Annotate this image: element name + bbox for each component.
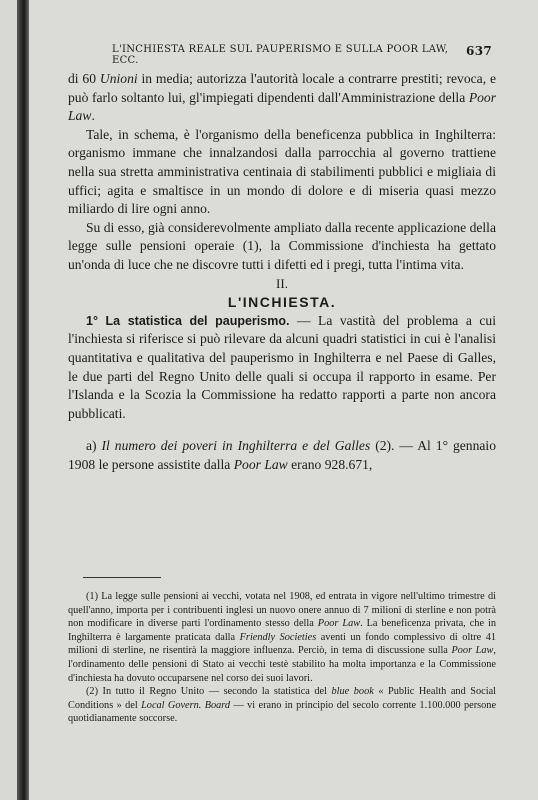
text-run: di 60 bbox=[68, 71, 100, 86]
italic-run: blue book bbox=[331, 686, 374, 698]
text-run: — La vastità del problema a cui l'inchiesta si riferisce si può rilevare da alcuni quadri statistici in cui è l'analisi quantitativa e qualitativa del pauperismo in Inghilterra e nel Paese di Galles, le due parti del Regno Unito delle quali si occupa il rapporto in esame. Per l'Islanda e la Scozia la Commissione ha redatto rapporti a parte non ancora pubblicati. bbox=[68, 312, 496, 421]
book-spine bbox=[17, 0, 29, 800]
section-number: II. bbox=[276, 275, 288, 291]
paragraph-4 bbox=[68, 312, 496, 424]
text-run: (2). — Al 1° gennaio 1908 le persone assistite dalla bbox=[68, 438, 496, 472]
text-run: erano 928.671, bbox=[287, 456, 373, 472]
text-run: « Public Health and Social Conditions » del bbox=[68, 686, 496, 711]
footnotes bbox=[68, 590, 496, 726]
text-run: . La beneficenza privata, che in Inghilterra è largamente praticata dalla bbox=[68, 618, 496, 643]
italic-run: Il numero dei poveri in Inghilterra e del Galles bbox=[101, 438, 371, 454]
header-title: L'INCHIESTA REALE SUL PAUPERISMO E SULLA POOR LAW, ECC. bbox=[112, 44, 449, 66]
subsection-title: 1° La statistica del pauperismo. bbox=[86, 313, 290, 328]
footnote-2 bbox=[68, 685, 496, 726]
running-header bbox=[112, 44, 492, 66]
text-run: aventi un fondo complessivo di oltre 41 milioni di sterline, ne risentirà la maggiore influenza. Perciò, in tema di discussione sulla bbox=[68, 631, 496, 657]
footnote-rule bbox=[83, 577, 161, 578]
text-run: , l'ordinamento delle pensioni di Stato ai vecchi testè stabilito ha molta importanza e la Commissione d'inchiesta ha dovuto occuparsene nel corso dei suoi lavori. bbox=[68, 645, 496, 684]
paragraph-5 bbox=[68, 437, 496, 474]
italic-run: Poor Law bbox=[451, 645, 494, 657]
text-run: — vi erano in principio del secolo corrente 1.100.000 persone quotidianamente soccorse. bbox=[68, 699, 497, 725]
paragraph-3: Su di esso, già considerevolmente ampliato dalla recente applicazione della legge sulle pensioni operaie (1), la Commissione d'inchiesta ha gettato un'onda di luce che ne discovre tutti i difetti ed i pregi, tutta l'intima vita. bbox=[68, 219, 496, 272]
italic-run: Poor Law bbox=[317, 618, 361, 630]
page-number: 637 bbox=[466, 44, 492, 58]
paragraph-1 bbox=[68, 70, 496, 126]
text-run: . bbox=[91, 108, 95, 124]
main-text bbox=[68, 70, 496, 474]
text-run: a) bbox=[86, 438, 102, 454]
paragraph-2: Tale, in schema, è l'organismo della beneficenza pubblica in Inghilterra: organismo immane che innalzandosi dalla parrocchia al governo trattiene nella sua stretta amministrativa centinaia di stabilimenti pubblici e migliaia di uffici; agita e smaltisce in un mondo di dolore e di miseria quasi mezzo miliardo di lire ogni anno. bbox=[68, 126, 496, 217]
text-run: (1) La legge sulle pensioni ai vecchi, votata nel 1908, ed entrata in vigore nell'ultimo trimestre di quell'anno, importa per i contribuenti inglesi un nuovo onere annuo di 7 milioni di sterline e non potrà non modificare in diverse parti l'ordinamento stesso della bbox=[68, 591, 496, 630]
italic-run: Poor Law bbox=[233, 456, 288, 472]
italic-run: Poor Law bbox=[68, 89, 496, 124]
text-run: in media; autorizza l'autorità locale a contrarre prestiti; revoca, e può farlo soltanto lui, gl'impiegati dipendenti dall'Amministrazione della bbox=[68, 71, 496, 105]
italic-run: Unioni bbox=[99, 71, 138, 86]
italic-run: Local Govern. Board bbox=[141, 699, 231, 711]
section-title: L'INCHIESTA. bbox=[227, 294, 337, 311]
footnote-1 bbox=[68, 590, 496, 685]
text-run: (2) In tutto il Regno Unito — secondo la statistica del bbox=[86, 686, 332, 698]
italic-run: Friendly Societies bbox=[239, 631, 317, 643]
